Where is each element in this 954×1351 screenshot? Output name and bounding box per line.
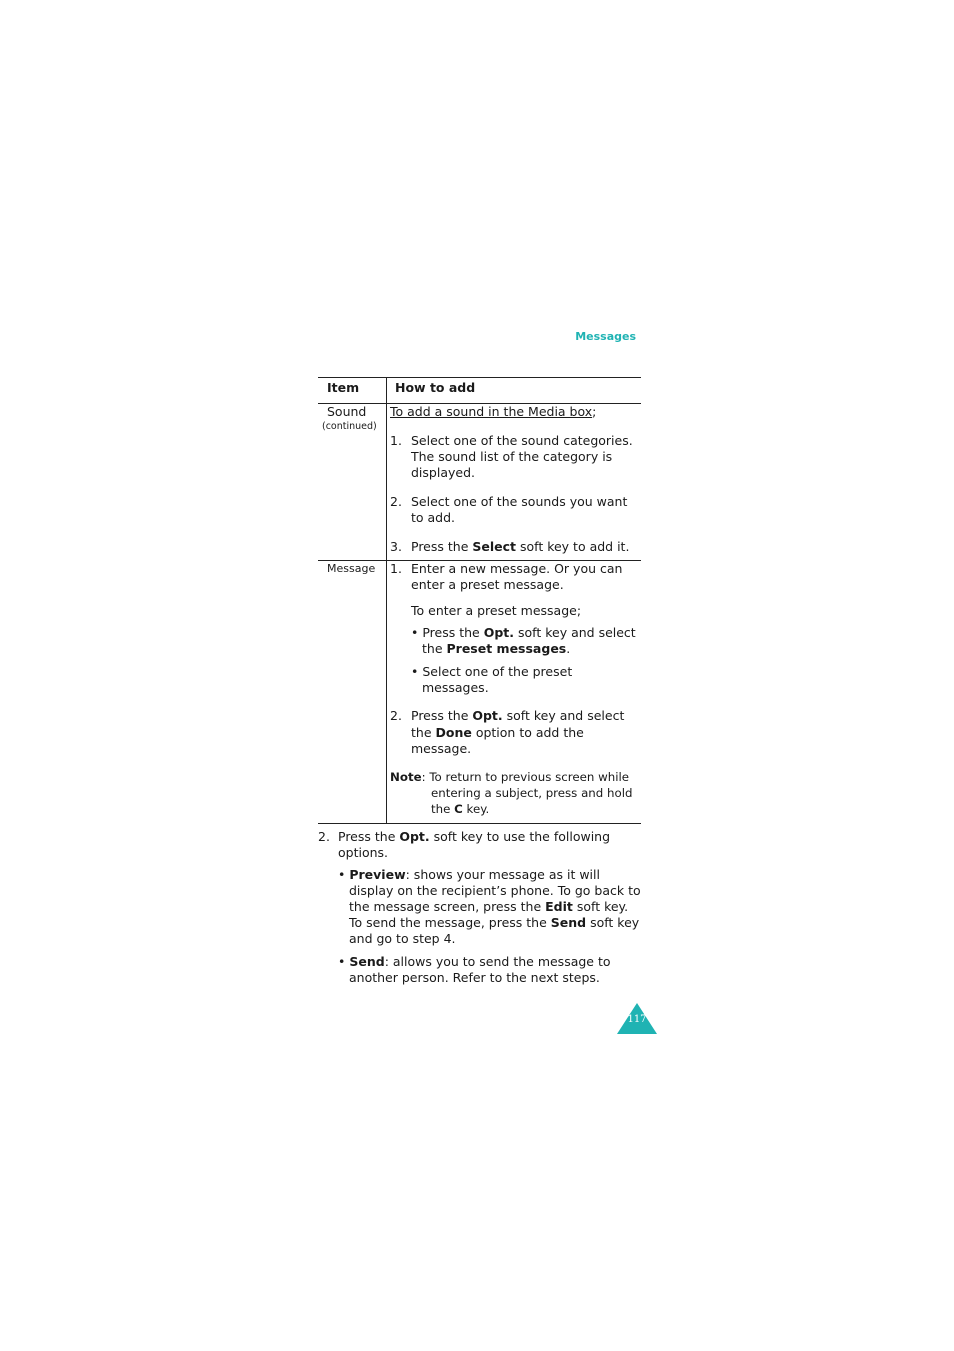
sound-intro-tail: ; [592,404,597,419]
preset-bullet-2-line-1: • Select one of the preset [411,664,573,679]
sound-step-2-num: 2. [390,494,402,509]
message-step-2-line-1 [411,708,624,724]
send-key-label: Send [550,915,587,930]
message-step-1-line-1: Enter a new message. Or you can [411,561,623,576]
sound-step-3-num: 3. [390,539,402,554]
step2-l1-pre: Press the [411,708,473,723]
bullet1-l2-pre: the [422,641,447,656]
preview-l4-post: soft key [586,915,640,930]
step-2-line-2: options. [338,845,389,860]
preset-bullet-1-line-2 [422,641,570,657]
note-line-1 [390,769,629,785]
select-key-label: Select [472,539,516,554]
column-header-item: Item [327,380,360,395]
c-key-label: C [454,802,463,816]
step-2-num: 2. [318,829,330,844]
item-message: Message [327,562,376,575]
preview-line-3 [349,899,628,915]
sound-step-1-line-1: Select one of the sound categories. [411,433,633,448]
message-step-2-num: 2. [390,708,402,723]
preview-l4-pre: To send the message, press the [349,915,551,930]
preview-bullet: • [338,867,350,882]
item-sound: Sound [327,404,367,419]
sound-step-3 [411,539,629,555]
bullet1-l2-post: . [566,641,571,656]
preset-messages-label: Preset messages [446,641,567,656]
sound-step-1-num: 1. [390,433,402,448]
opt-key-label: Opt. [399,829,430,844]
preset-bullet-1-line-1 [411,625,636,641]
sound-step-3-post: soft key to add it. [516,539,630,554]
send-line-1 [338,954,611,970]
sound-step-1-line-2: The sound list of the category is [411,449,613,464]
note-l3-pre: the [431,802,455,816]
send-bullet: • [338,954,350,969]
table-bottom-rule [318,823,641,824]
preview-l1: : shows your message as it will [405,867,600,882]
note-line-3 [431,801,489,817]
step2-l1-post: soft key and select [502,708,625,723]
column-header-how: How to add [395,380,476,395]
after-step-pre: Press the [338,829,400,844]
step2-l2-post: option to add the [471,725,584,740]
sound-step-2-line-1: Select one of the sounds you want [411,494,628,509]
preview-line-2: display on the recipient’s phone. To go back to [349,883,641,898]
note-label: Note [390,770,422,784]
opt-key-label: Opt. [472,708,503,723]
preset-bullet-2-line-2: messages. [422,680,489,695]
bullet1-pre: • Press the [411,625,484,640]
item-continued: (continued) [322,421,377,432]
table-top-rule [318,377,641,378]
preview-line-1 [338,867,600,883]
preview-line-4 [349,915,639,931]
preview-label: Preview [349,867,406,882]
message-step-2-line-3: message. [411,741,472,756]
preset-intro: To enter a preset message; [411,603,582,618]
note-line-2: entering a subject, press and hold [431,786,633,800]
message-step-2-line-2 [411,725,584,741]
sound-step-1-line-3: displayed. [411,465,475,480]
done-option-label: Done [435,725,472,740]
table-column-rule [386,377,387,823]
preview-line-5: and go to step 4. [349,931,456,946]
after-step-post: soft key to use the following [429,829,611,844]
step2-l2-pre: the [411,725,436,740]
message-step-1-num: 1. [390,561,402,576]
page-number: 117 [627,1014,647,1025]
edit-key-label: Edit [545,899,573,914]
bullet1-post: soft key and select [514,625,636,640]
sound-step-2-line-2: to add. [411,510,456,525]
step-2-line-1 [338,829,610,845]
preview-l3-post: soft key. [572,899,629,914]
sound-intro-link: To add a sound in the Media box [390,404,593,419]
send-l1: : allows you to send the message to [384,954,611,969]
sound-step-3-pre: Press the [411,539,473,554]
sound-intro [390,404,596,420]
section-header: Messages [575,330,636,343]
preview-l3-pre: the message screen, press the [349,899,546,914]
note-l1: : To return to previous screen while [421,770,630,784]
message-step-1-line-2: enter a preset message. [411,577,564,592]
send-line-2: another person. Refer to the next steps. [349,970,600,985]
note-l3-post: key. [462,802,490,816]
opt-key-label: Opt. [483,625,515,640]
send-label: Send [349,954,385,969]
